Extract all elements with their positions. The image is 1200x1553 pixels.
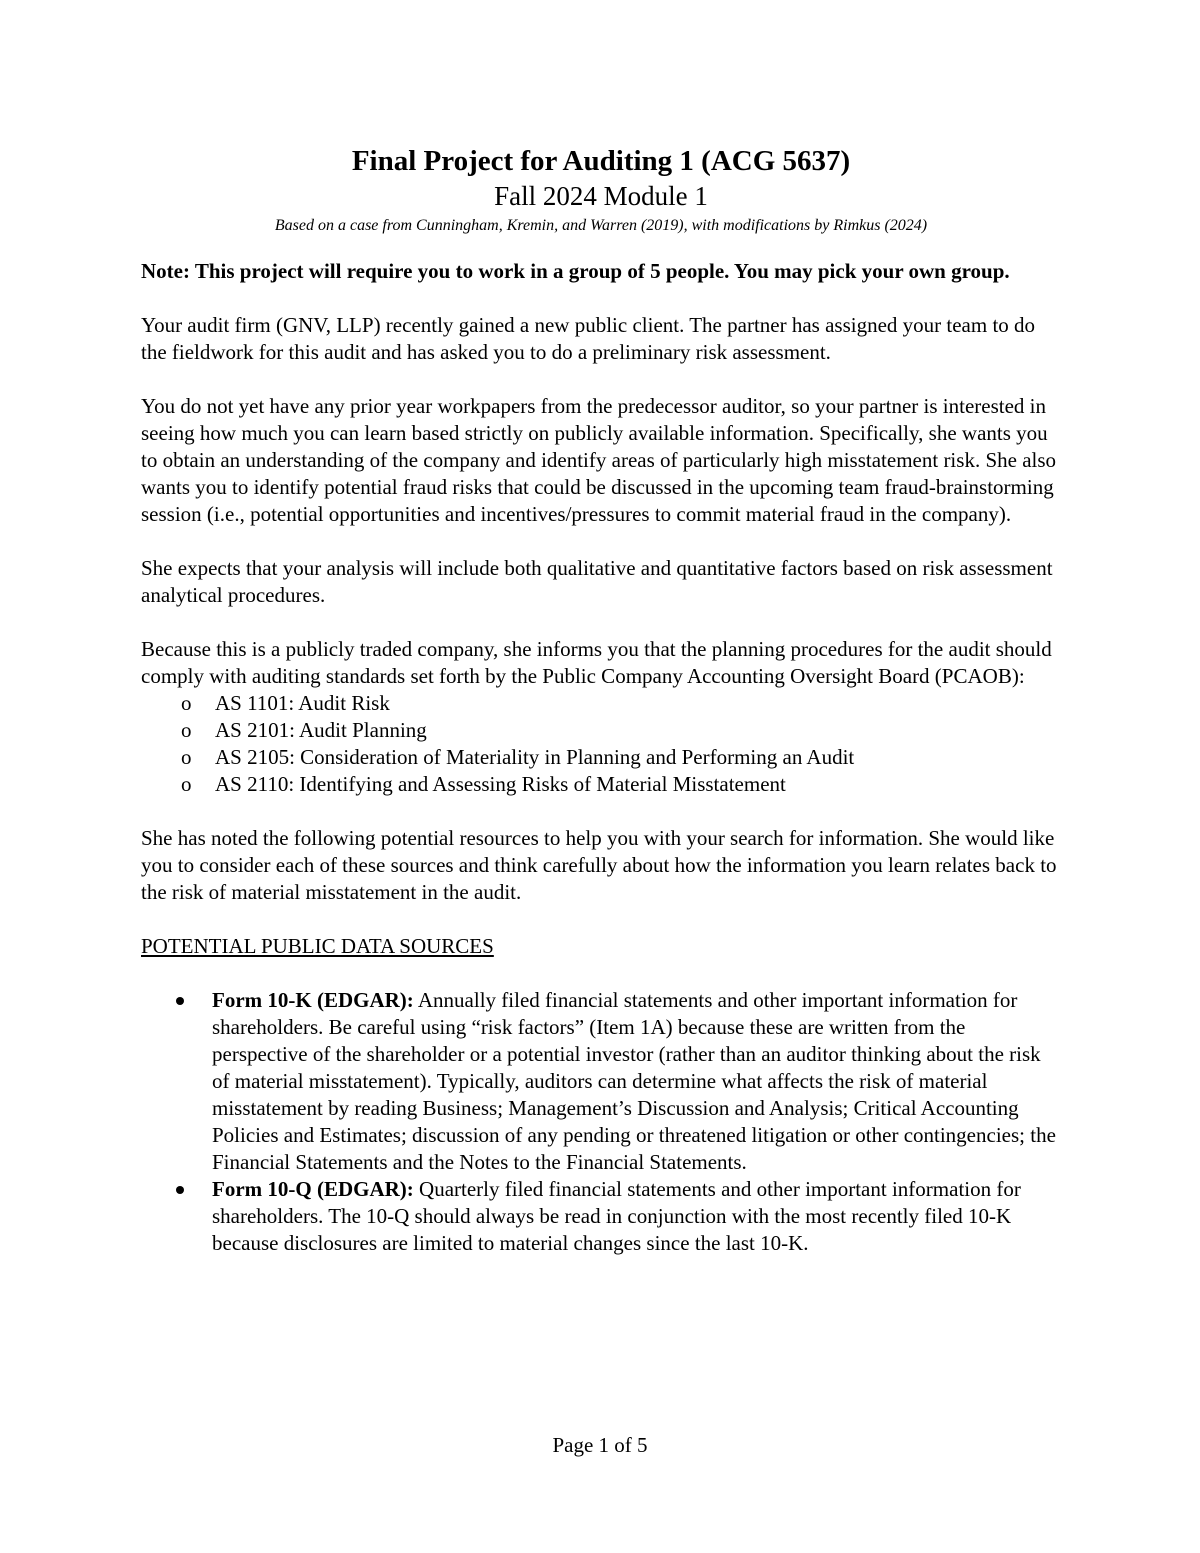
paragraph-analysis: She expects that your analysis will include both qualitative and quantitative factors based on risk assessment analytical procedures. <box>141 556 1053 607</box>
standard-text: AS 2101: Audit Planning <box>215 718 427 742</box>
source-label: Form 10-K (EDGAR): <box>212 988 414 1012</box>
list-item <box>141 1176 1061 1257</box>
circle-bullet-icon: o <box>181 745 192 769</box>
list-item <box>141 690 1061 717</box>
paragraph-pcaob: Because this is a publicly traded company, she informs you that the planning procedures for the audit should comply with auditing standards set forth by the Public Company Accounting Oversight Board (PCAOB): <box>141 637 1052 688</box>
list-item <box>141 771 1061 798</box>
paragraph-predecessor: You do not yet have any prior year workpapers from the predecessor auditor, so your partner is interested in seeing how much you can learn based strictly on publicly available information. Specifically, she wants you to obtain an understanding of the company and identify areas of particularly high misstatement risk. She also wants you to identify potential fraud risks that could be discussed in the upcoming team fraud-brainstorming session (i.e., potential opportunities and incentives/pressures to commit material fraud in the company). <box>141 394 1057 526</box>
document-subtitle: Fall 2024 Module 1 <box>494 181 708 211</box>
standard-text: AS 2110: Identifying and Assessing Risks of Material Misstatement <box>215 772 786 796</box>
page-content <box>141 143 1061 1257</box>
page-number-footer: Page 1 of 5 <box>552 1433 648 1457</box>
case-attribution: Based on a case from Cunningham, Kremin, and Warren (2019), with modifications by Rimkus (2024) <box>274 217 928 234</box>
data-sources-list <box>141 987 1061 1257</box>
standard-text: AS 2105: Consideration of Materiality in Planning and Performing an Audit <box>215 745 855 769</box>
source-description: Quarterly filed financial statements and other important information for shareholders. The 10-Q should always be read in conjunction with the most recently filed 10-K because disclosures are limited to material changes since the last 10-K. <box>212 1177 1021 1255</box>
section-heading-data-sources: POTENTIAL PUBLIC DATA SOURCES <box>141 934 494 958</box>
list-item <box>141 744 1061 771</box>
source-label: Form 10-Q (EDGAR): <box>212 1177 414 1201</box>
bullet-icon <box>176 997 184 1005</box>
circle-bullet-icon: o <box>181 718 192 742</box>
list-item <box>141 717 1061 744</box>
circle-bullet-icon: o <box>181 772 192 796</box>
group-note: Note: This project will require you to work in a group of 5 people. You may pick your own group. <box>141 259 1010 283</box>
standards-list <box>141 690 1061 798</box>
paragraph-intro: Your audit firm (GNV, LLP) recently gained a new public client. The partner has assigned your team to do the fieldwork for this audit and has asked you to do a preliminary risk assessment. <box>141 313 1036 364</box>
standard-text: AS 1101: Audit Risk <box>215 691 390 715</box>
source-description: Annually filed financial statements and other important information for shareholders. Be careful using “risk factors” (Item 1A) because these are written from the perspective of the shareholder or a potential investor (rather than an auditor thinking about the risk of material misstatement). Typically, auditors can determine what affects the risk of material misstatement by reading Business; Management’s Discussion and Analysis; Critical Accounting Policies and Estimates; discussion of any pending or threatened litigation or other contingencies; the Financial Statements and the Notes to the Financial Statements. <box>212 988 1056 1174</box>
list-item <box>141 987 1061 1176</box>
circle-bullet-icon: o <box>181 691 192 715</box>
paragraph-resources: She has noted the following potential resources to help you with your search for information. She would like you to consider each of these sources and think carefully about how the information you learn relates back to the risk of material misstatement in the audit. <box>141 826 1057 904</box>
document-title: Final Project for Auditing 1 (ACG 5637) <box>351 145 851 177</box>
bullet-icon <box>176 1186 184 1194</box>
